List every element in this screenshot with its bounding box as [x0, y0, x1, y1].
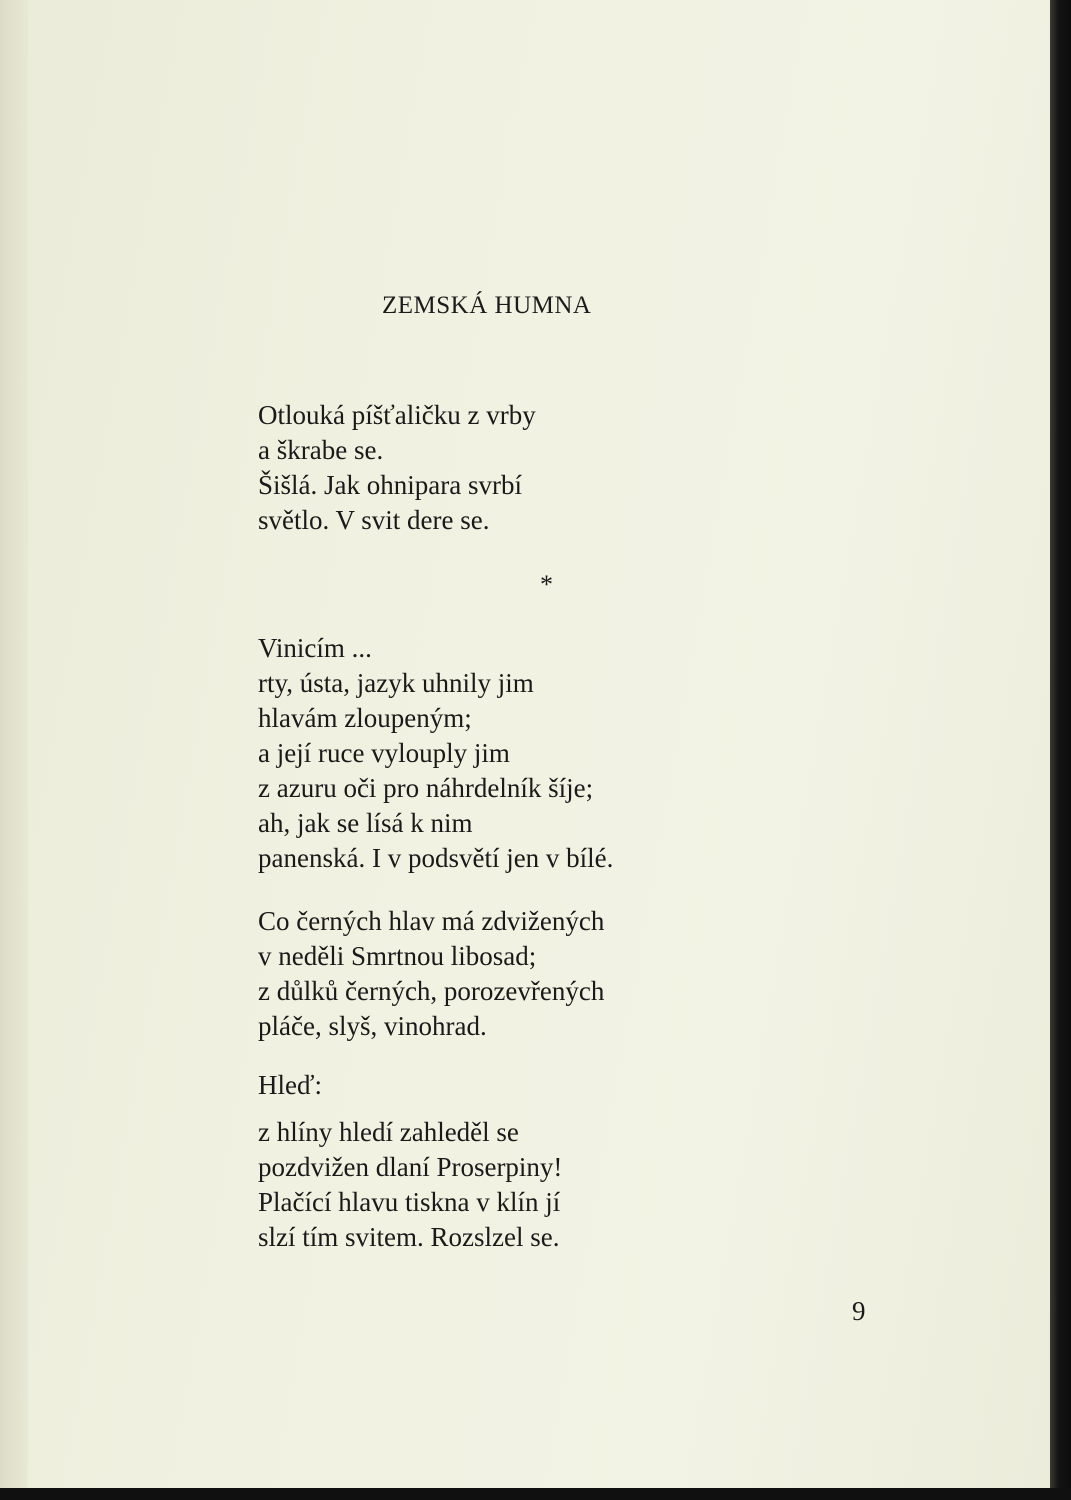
page-gutter	[0, 0, 28, 1490]
page-edge-right	[1050, 0, 1071, 1500]
stanza-5	[258, 1115, 562, 1255]
verse-line: z důlků černých, porozevřených	[258, 976, 605, 1006]
verse-line: Vinicím ...	[258, 633, 372, 663]
section-divider: *	[540, 570, 553, 599]
verse-line: Plačící hlavu tiskna v klín jí	[258, 1187, 561, 1217]
verse-line: ah, jak se lísá k nim	[258, 808, 473, 838]
verse-line: světlo. V svit dere se.	[258, 505, 490, 535]
verse-line: Otlouká píšťaličku z vrby	[258, 400, 536, 430]
verse-line: Co černých hlav má zdvižených	[258, 906, 605, 936]
verse-line: Hleď:	[258, 1070, 322, 1100]
verse-line: pozdvižen dlaní Proserpiny!	[258, 1152, 563, 1182]
verse-line: panenská. I v podsvětí jen v bílé.	[258, 843, 614, 873]
verse-line: pláče, slyš, vinohrad.	[258, 1011, 487, 1041]
verse-line: v neděli Smrtnou libosad;	[258, 941, 537, 971]
verse-line: a její ruce vylouply jim	[258, 738, 510, 768]
page-number: 9	[852, 1296, 866, 1326]
verse-line: z hlíny hledí zahleděl se	[258, 1117, 519, 1147]
verse-line: hlavám zloupeným;	[258, 703, 472, 733]
poem-title: ZEMSKÁ HUMNA	[382, 292, 592, 319]
stanza-1	[258, 398, 536, 538]
stanza-4	[258, 1068, 322, 1103]
verse-line: a škrabe se.	[258, 435, 384, 465]
page-edge-bottom	[0, 1488, 1071, 1500]
verse-line: Šišlá. Jak ohnipara svrbí	[258, 470, 522, 500]
verse-line: slzí tím svitem. Rozslzel se.	[258, 1222, 560, 1252]
verse-line: rty, ústa, jazyk uhnily jim	[258, 668, 534, 698]
stanza-2	[258, 631, 613, 876]
stanza-3	[258, 904, 604, 1044]
verse-line: z azuru oči pro náhrdelník šíje;	[258, 773, 594, 803]
